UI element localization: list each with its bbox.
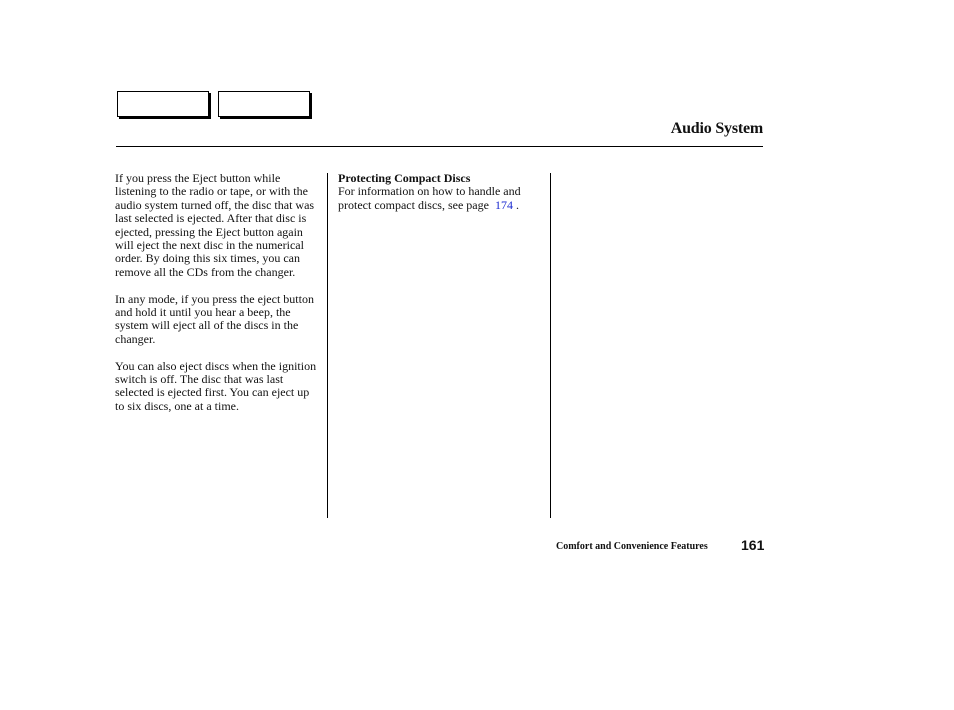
column-divider	[550, 173, 551, 518]
main-text-column	[115, 172, 320, 427]
paragraph-eject-single: If you press the Eject button while listening to the radio or tape, or with the audio system turned off, the disc that was last selected is ejected. After that disc is ejected, pressing the Eject button again will eject the next disc in the numerical order. By doing this six times, you can remove all the CDs from the changer.	[115, 171, 315, 279]
side-note-column	[338, 172, 543, 212]
title-divider	[116, 146, 763, 147]
column-divider	[327, 173, 328, 518]
page-title: Audio System	[670, 120, 763, 137]
paragraph-ignition-off: You can also eject discs when the ignition switch is off. The disc that was last selected is ejected first. You can eject up to six discs, one at a time.	[115, 358, 317, 413]
prev-page-button[interactable]	[117, 91, 209, 117]
paragraph-eject-all: In any mode, if you press the eject button and hold it until you hear a beep, the system will eject all of the discs in the changer.	[115, 291, 314, 346]
footer-section-title: Comfort and Convenience Features	[556, 541, 708, 552]
cross-reference-body: For information on how to handle and protect compact discs, see page	[338, 184, 521, 212]
section-heading: Protecting Compact Discs	[338, 171, 471, 185]
cross-reference-text	[338, 185, 543, 212]
next-page-button[interactable]	[218, 91, 310, 117]
page-link[interactable]: 174	[494, 197, 513, 212]
cross-reference-period: .	[515, 197, 519, 212]
page-number: 161	[741, 537, 765, 553]
